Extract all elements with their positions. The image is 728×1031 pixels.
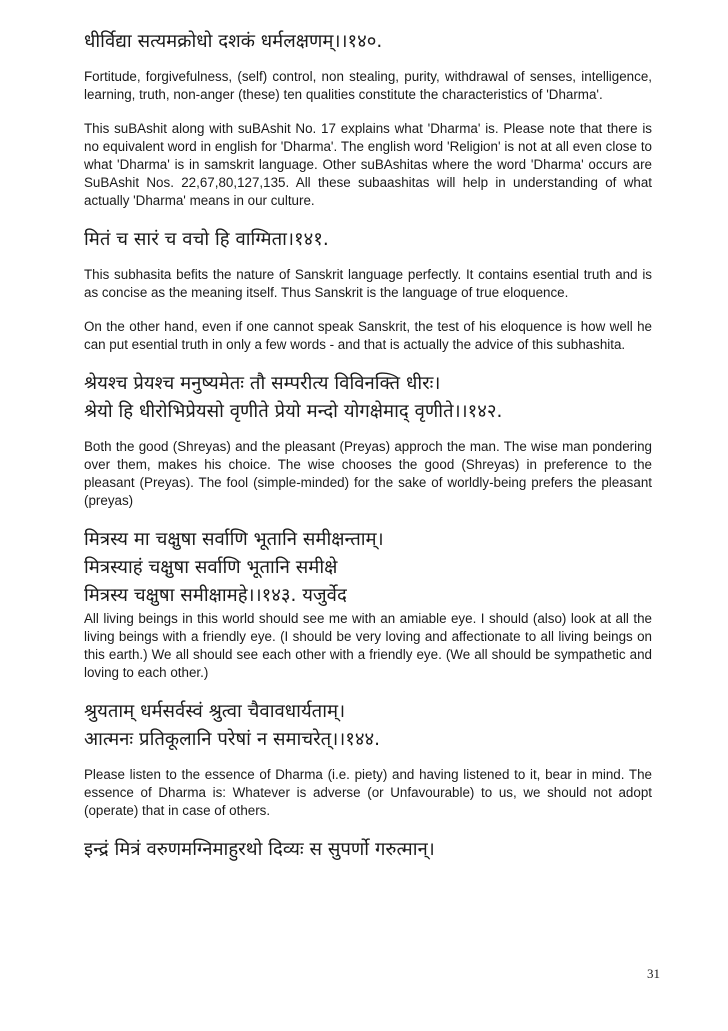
shloka-143-line-3: मित्रस्य चक्षुषा समीक्षामहे।।१४३. यजुर्वेद	[84, 585, 347, 606]
translation-142: Both the good (Shreyas) and the pleasant (Preyas) approch the man. The wise man pondering over them, makes his choice. The wise chooses the good (Shreyas) in preference to the pleasant (Preyas). The fool (simple-minded) for the sake of worldly-being prefers the pleasant (preyas)	[84, 439, 652, 508]
commentary-141-a: This subhasita befits the nature of Sanskrit language perfectly. It contains esential truth and is as concise as the meaning itself. Thus Sanskrit is the language of true eloquence.	[84, 267, 652, 300]
shloka-142-line-1: श्रेयश्च प्रेयश्च मनुष्यमेतः तौ सम्परीत्य विविनक्ति धीरः।	[84, 373, 441, 394]
shloka-145-line-1: इन्द्रं मित्रं वरुणमग्निमाहुरथो दिव्यः स सुपर्णो गरुत्मान्।	[84, 839, 435, 860]
commentary-141-b: On the other hand, even if one cannot speak Sanskrit, the test of his eloquence is how well he can put esential truth in only a few words - and that is actually the advice of this subhashita.	[84, 319, 652, 352]
shloka-142-line-2: श्रेयो हि धीरोभिप्रेयसो वृणीते प्रेयो मन्दो योगक्षेमाद् वृणीते।।१४२.	[84, 401, 503, 422]
commentary-140: This suBAshit along with suBAshit No. 17 explains what 'Dharma' is. Please note that there is no equivalent word in english for 'Dharma'. The english word 'Religion' is not at all even close to what 'Dharma' is in samskrit language. Other suBAshitas where the word 'Dharma' occurs are SuBAshit Nos. 22,67,80,127,135. All these subaashitas will help in understanding of what actually 'Dharma' means in our culture.	[84, 121, 652, 208]
translation-143: All living beings in this world should see me with an amiable eye. I should (also) look at all the living beings with a friendly eye. (I should be very loving and affectionate to all living beings on this earth.) We all should see each other with a friendly eye. (We all should be sympathetic and loving to each other.)	[84, 611, 652, 680]
shloka-143-line-2: मित्रस्याहं चक्षुषा सर्वाणि भूतानि समीक्षे	[84, 557, 338, 578]
shloka-144-line-1: श्रुयताम् धर्मसर्वस्वं श्रुत्वा चैवावधार्यताम्।	[84, 701, 346, 722]
shloka-140: धीर्विद्या सत्यमक्रोधो दशकं धर्मलक्षणम्।।१४०.	[84, 31, 383, 52]
document-page	[84, 28, 652, 864]
shloka-141: मितं च सारं च वचो हि वाग्मिता।१४१.	[84, 229, 329, 250]
translation-144: Please listen to the essence of Dharma (i.e. piety) and having listened to it, bear in mind. The essence of Dharma is: Whatever is adverse (or Unfavourable) to us, we should not adopt (operate) that in case of others.	[84, 767, 652, 818]
page-number: 31	[647, 966, 660, 981]
shloka-144-line-2: आत्मनः प्रतिकूलानि परेषां न समाचरेत्।।१४४.	[84, 729, 380, 750]
shloka-143-line-1: मित्रस्य मा चक्षुषा सर्वाणि भूतानि समीक्षन्ताम्।	[84, 529, 384, 550]
translation-140: Fortitude, forgivefulness, (self) control, non stealing, purity, withdrawal of senses, intelligence, learning, truth, non-anger (these) ten qualities constitute the characteristics of 'Dharma'.	[84, 69, 652, 102]
